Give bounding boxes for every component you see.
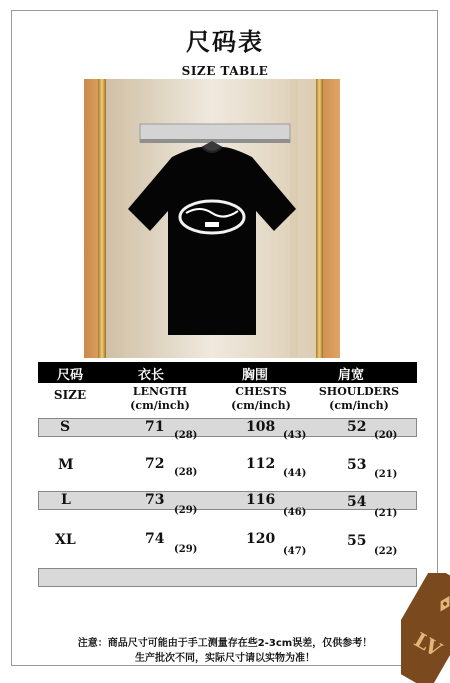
row-xl-length: 74	[145, 531, 165, 547]
row-m-chest: 112	[246, 456, 276, 472]
row-l-length-inch: (29)	[174, 505, 198, 516]
table-header	[38, 362, 417, 383]
row-xl-size: XL	[55, 532, 76, 548]
row-m-shoulder: 53	[347, 457, 367, 473]
row-l-length: 73	[145, 492, 165, 508]
row-m-length: 72	[145, 456, 165, 472]
row-xl-chest: 120	[246, 531, 276, 547]
row-m-chest-inch: (44)	[283, 468, 307, 479]
row-xl-chest-inch: (47)	[283, 546, 307, 557]
row-xl-shoulder: 55	[347, 533, 367, 549]
subheader-shoulder-label: SHOULDERS	[318, 385, 400, 398]
header-shoulder: 肩宽	[338, 368, 365, 383]
header-chest: 胸围	[242, 368, 269, 383]
row-s-shoulder: 52	[347, 419, 367, 435]
subheader-chest-unit: (cm/inch)	[231, 399, 291, 412]
row-s-shoulder-inch: (20)	[374, 430, 398, 441]
row-l-size: L	[61, 492, 71, 508]
subheader-length-unit: (cm/inch)	[130, 399, 190, 412]
subheader-size: SIZE	[53, 388, 87, 402]
row-l-shoulder: 54	[347, 494, 367, 510]
row-l-shoulder-inch: (21)	[374, 508, 398, 519]
row-m-length-inch: (28)	[174, 467, 198, 478]
header-length: 衣长	[138, 368, 165, 383]
row-s-chest: 108	[246, 419, 276, 435]
subheader-shoulder-unit: (cm/inch)	[329, 399, 389, 412]
note-line-1: 注意：商品尺寸可能由于手工测量存在些2-3cm误差，仅供参考！	[77, 638, 373, 649]
brand-monogram-icon	[401, 573, 450, 683]
row-l-chest-inch: (46)	[283, 507, 307, 518]
subheader-length-label: LENGTH	[132, 385, 188, 398]
row-s-chest-inch: (43)	[283, 430, 307, 441]
product-photo	[84, 79, 340, 358]
row-xl-shoulder-inch: (22)	[374, 546, 398, 557]
page-title: 尺码表	[186, 28, 264, 56]
product-photo-illustration	[84, 79, 340, 358]
row-m-shoulder-inch: (21)	[374, 469, 398, 480]
svg-text:LV: LV	[410, 627, 446, 662]
subheader-chest-label: CHESTS	[235, 385, 287, 398]
subheader-length	[118, 385, 202, 413]
subheader-shoulder	[314, 385, 404, 413]
row-xl-length-inch: (29)	[174, 544, 198, 555]
row-l-chest: 116	[246, 492, 276, 508]
row-band-empty	[38, 568, 417, 587]
header-size: 尺码	[57, 368, 84, 383]
row-s-length-inch: (28)	[174, 430, 198, 441]
row-m-size: M	[58, 457, 74, 473]
subheader-chest	[219, 385, 303, 413]
row-s-size: S	[60, 419, 71, 435]
note-line-2: 生产批次不同，实际尺寸请以实物为准！	[135, 653, 315, 664]
row-s-length: 71	[145, 419, 165, 435]
page-subtitle: SIZE TABLE	[181, 64, 269, 78]
